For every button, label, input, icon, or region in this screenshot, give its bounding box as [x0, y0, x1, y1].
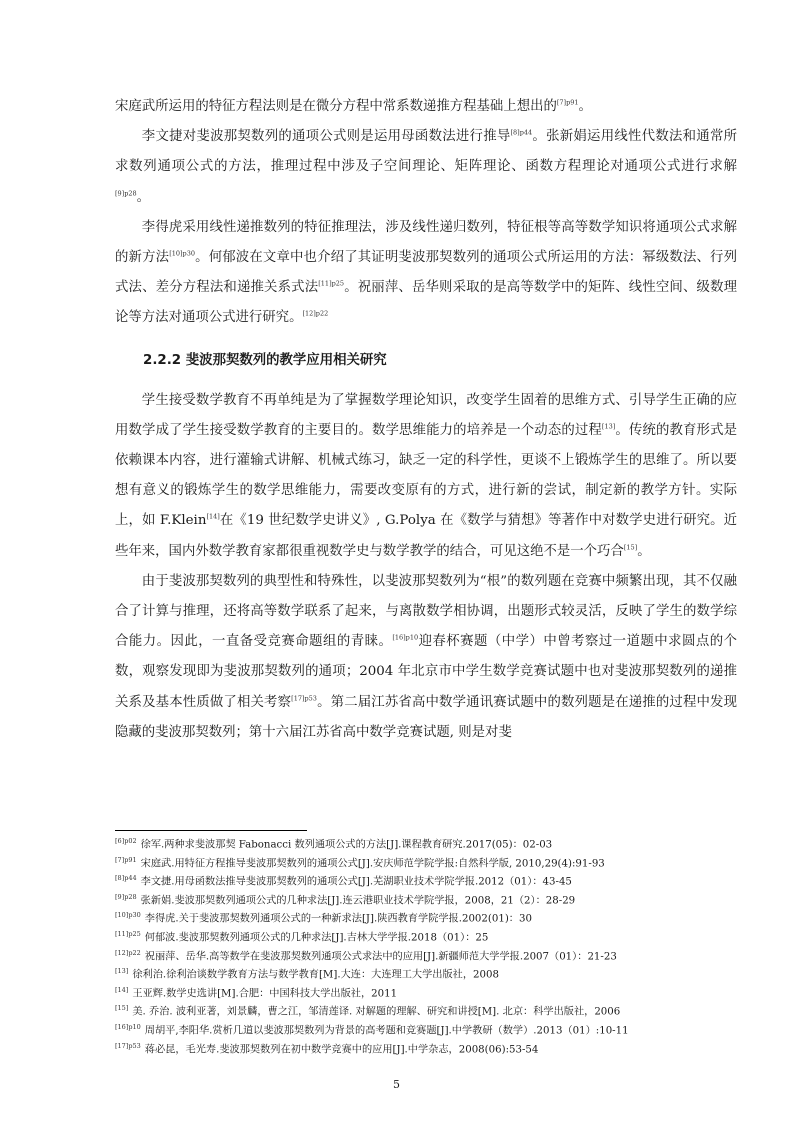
- paragraph-text: 在《19 世纪数学史讲义》, G.Polya 在《数学与猜想》等著作中对数学史进行研究。近些年来，国内外数学教育家都很重视数学史与数学教学的结合，可见这绝不是一个巧合: [115, 513, 737, 559]
- page-body: [115, 92, 737, 748]
- footnote-text: 徐利治.徐利治谈数学教育方法与数学教育[M].大连：大连理工大学出版社，2008: [132, 969, 499, 981]
- footnote: [115, 927, 755, 946]
- paragraph-text: 。何郁波在文章中也介绍了其证明斐波那契数列的通项公式所运用的方法：幂级数法、行列式法、差分方程法和递推关系式法: [115, 250, 737, 296]
- footnote: [115, 908, 755, 927]
- citation: [16]p10: [392, 633, 419, 642]
- footnote-divider: [115, 830, 307, 831]
- citation: [12]p22: [302, 309, 329, 318]
- section-heading: 2.2.2 斐波那契数列的教学应用相关研究: [143, 352, 387, 368]
- paragraph-5: [115, 567, 737, 748]
- footnote: [115, 964, 755, 983]
- paragraph-text: 。: [136, 189, 151, 205]
- footnote-text: 何郁波.斐波那契数列通项公式的几种求法[J].吉林大学学报.2018（01）：25: [144, 932, 489, 944]
- footnote-mark: [7]p91: [115, 855, 137, 864]
- footnote-text: 徐军.两种求斐波那契 Fabonacci 数列通项公式的方法[J].课程教育研究.2017(05)：02-03: [140, 839, 553, 851]
- paragraph-text: 。第二届江苏省高中数学通讯赛试题中的数列题是在递推的过程中发现隐藏的斐波那契数列；第十六届江苏省高中数学竞赛试题, 则是对斐: [115, 694, 737, 740]
- paragraph-text: 。祝丽萍、岳华则采取的是高等数学中的矩阵、线性空间、级数理论等方法对通项公式进行研究。: [115, 280, 738, 326]
- citation: [17]p53: [291, 694, 317, 703]
- paragraph-text: 迎春杯赛题（中学）中曾考察过一道题中求圆点的个数，观察发现即为斐波那契数列的通项；2004 年北京市中学生数学竞赛试题中也对斐波那契数列的递推关系及基本性质做了相关考察: [115, 634, 737, 710]
- footnote-mark: [9]p28: [115, 892, 137, 901]
- paragraph-3: [115, 213, 737, 334]
- footnote-text: 李文捷.用母函数法推导斐波那契数列的通项公式[J].芜湖职业技术学院学报.2012（01）：43-45: [140, 876, 572, 888]
- paragraph-text: 。: [637, 543, 651, 559]
- footnote-text: 宋庭武.用特征方程推导斐波那契数列的通项公式[J].安庆师范学院学报:自然科学版, 2010,29(4):91-93: [140, 857, 605, 869]
- footnote-mark: [8]p44: [115, 874, 137, 883]
- footnote-mark: [6]p02: [115, 837, 137, 845]
- paragraph-text: 由于斐波那契数列的典型性和特殊性，以斐波那契数列为“根”的数列题在竞赛中频繁出现，其不仅融合了计算与推理，还将高等数学联系了起来，与离散数学相协调，出题形式较灵活，反映了学生的数学综合能力。因此，一直备受竞赛命题组的青睐。: [115, 573, 737, 650]
- page-number: 5: [393, 1078, 400, 1091]
- footnote-text: 张新娟.斐波那契数列通项公式的几种求法[J].连云港职业技术学院学报，2008，21（2）：28-29: [140, 895, 576, 907]
- footnote: [115, 1039, 755, 1058]
- paragraph-text: 宋庭武所运用的特征方程法则是在微分方程中常系数递推方程基础上想出的: [115, 99, 557, 114]
- citation: [7]p91: [556, 98, 579, 107]
- footnote-mark: [16]p10: [115, 1022, 141, 1031]
- citation: [9]p28: [115, 189, 137, 198]
- footnote: [115, 890, 755, 909]
- citation: [10]p30: [169, 249, 195, 258]
- footnote-text: 蒋必昆，毛光寿.斐波那契数列在初中数学竞赛中的应用[J].中学杂志，2008(06):53-54: [144, 1043, 539, 1055]
- paragraph-text: 李得虎采用线性递推数列的特征推理法，涉及线性递归数列，特征根等高等数学知识将通项公式求解的新方法: [115, 219, 737, 266]
- footnotes: [115, 834, 755, 1057]
- footnote: [115, 1001, 755, 1020]
- citation: [15]: [623, 543, 638, 552]
- footnote: [115, 871, 755, 890]
- footnote: [115, 983, 755, 1002]
- paragraph-text: 李文捷对斐波那契数列的通项公式则是运用母函数法进行推导: [141, 129, 511, 145]
- paragraph-text: 。张新娟运用线性代数法和通常所求数列通项公式的方法，推理过程中涉及子空间理论、矩阵理论、函数方程理论对通项公式进行求解: [115, 129, 737, 175]
- footnote: [115, 946, 755, 965]
- footnote-text: 祝丽萍、岳华.高等数学在斐波那契数列通项公式求法中的应用[J].新疆师范大学学报.2007（01）：21-23: [144, 950, 617, 962]
- footnote-mark: [17]p53: [115, 1041, 141, 1050]
- footnote: [115, 853, 755, 872]
- footnote-mark: [12]p22: [115, 948, 141, 957]
- footnote-text: 李得虎.关于斐波那契数列通项公式的一种新求法[J].陕西教育学院学报.2002(01)：30: [144, 913, 532, 925]
- citation: [11]p25: [318, 279, 345, 288]
- citation: [14]: [206, 512, 220, 521]
- citation: [13]: [601, 422, 616, 431]
- footnote-mark: [15]: [115, 1004, 129, 1013]
- paragraph-text: 。传统的教育形式是依赖课本内容，进行灌输式讲解、机械式练习，缺乏一定的科学性，更谈不上锻炼学生的思维了。所以要想有意义的锻炼学生的数学思维能力，需要改变原有的方式，进行新的尝试，制定新的教学方针。实际上，如 F.Klein: [115, 422, 737, 529]
- paragraph-text: 。: [578, 99, 592, 114]
- footnote-mark: [13]: [115, 967, 129, 976]
- paragraph-4: [115, 386, 737, 567]
- citation: [8]p44: [510, 128, 533, 137]
- footnote-mark: [10]p30: [115, 911, 141, 920]
- paragraph-2: [115, 122, 737, 213]
- footnote-mark: [14]: [115, 985, 129, 994]
- footnote-text: 美. 乔治. 波利亚著，刘景麟，曹之江，邹清莲译. 对解题的理解、研究和讲授[M]. 北京：科学出版社，2006: [132, 1006, 621, 1018]
- footnote: [115, 1020, 755, 1039]
- footnote-text: 周胡平,李阳华.赏析几道以斐波那契数列为背景的高考题和竞赛题[J].中学教研（数学）.2013（01）:10-11: [144, 1025, 629, 1037]
- paragraph-1: [115, 92, 737, 122]
- paragraph-text: 学生接受数学教育不再单纯是为了掌握数学理论知识，改变学生固着的思维方式、引导学生正确的应用数学成了学生接受数学教育的主要目的。数学思维能力的培养是一个动态的过程: [115, 392, 737, 438]
- footnote-mark: [11]p25: [115, 929, 141, 938]
- footnote-text: 王亚辉.数学史选讲[M].合肥：中国科技大学出版社，2011: [132, 988, 398, 1000]
- footnote: [115, 834, 755, 853]
